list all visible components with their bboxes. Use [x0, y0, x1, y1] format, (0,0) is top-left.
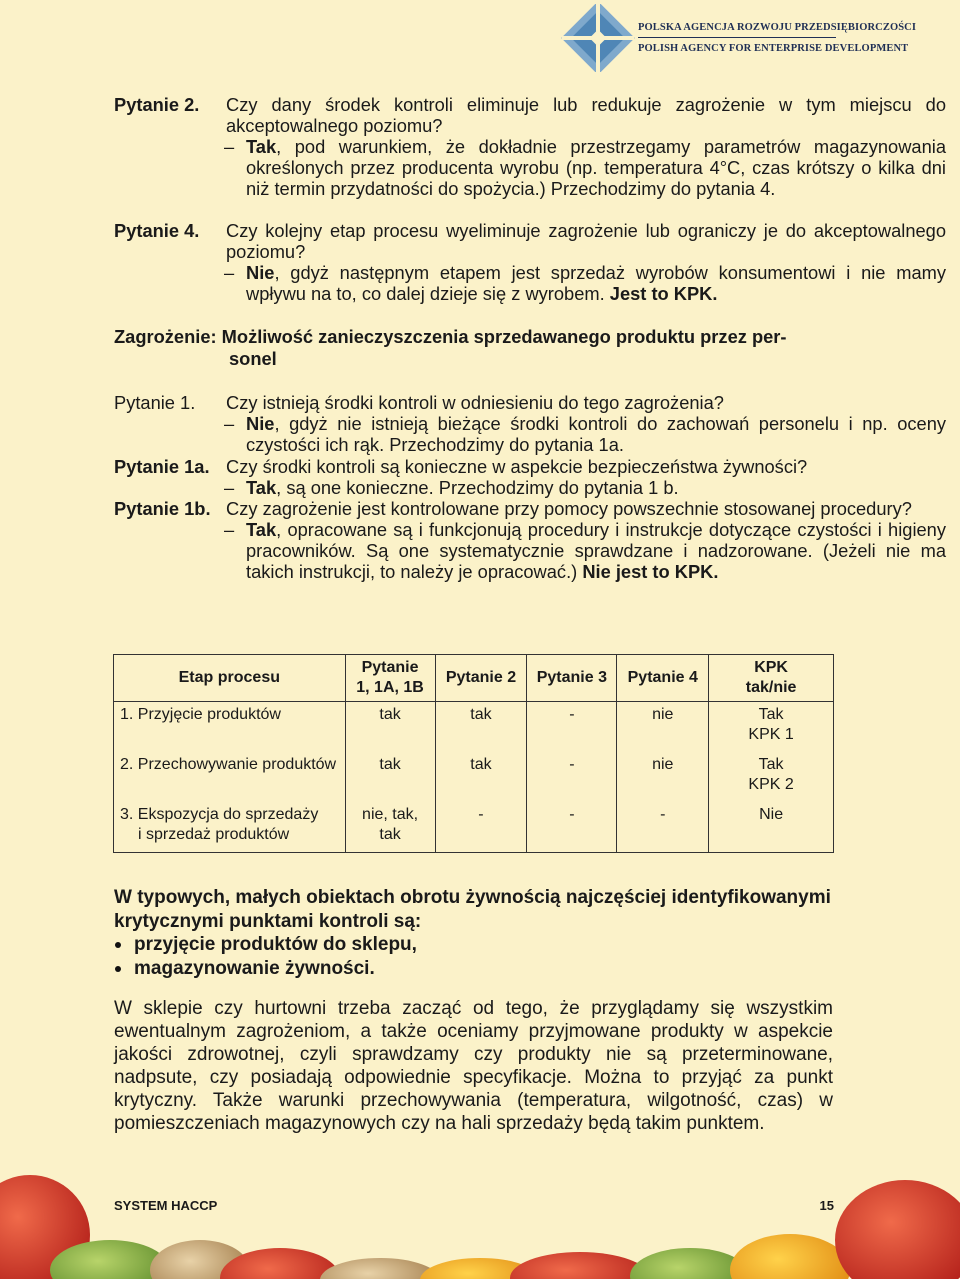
answer	[224, 519, 946, 582]
list-item: magazynowanie żywności.	[114, 957, 834, 981]
header-q1: Pytanie 1, 1A, 1B	[345, 655, 435, 702]
question-label: Pytanie 1a.	[114, 456, 210, 477]
cell-q4: nie	[617, 752, 709, 802]
cell-q3: -	[527, 702, 617, 753]
question-1a	[114, 456, 946, 498]
answer-key: Tak	[246, 477, 277, 498]
header-q2: Pytanie 2	[435, 655, 527, 702]
question-text: Czy kolejny etap procesu wyeliminuje zagrożenie lub ograniczy je do akceptowalnego poziomu?	[226, 220, 946, 262]
answer-text: , są one konieczne. Przechodzimy do pytania 1 b.	[276, 477, 679, 498]
question-label: Pytanie 1.	[114, 392, 196, 413]
cell-q1: tak	[345, 752, 435, 802]
question-text: Czy istnieją środki kontroli w odniesieniu do tego zagrożenia?	[226, 392, 724, 413]
answer-conclusion: Nie jest to KPK.	[582, 561, 719, 582]
answer	[224, 136, 946, 199]
cell-q3: -	[527, 752, 617, 802]
answer-key: Tak	[246, 136, 277, 157]
cell-q2: -	[435, 802, 527, 853]
list-item: przyjęcie produktów do sklepu,	[114, 933, 834, 957]
question-text: Czy dany środek kontroli eliminuje lub redukuje zagrożenie w tym miejscu do akceptowalnego poziomu?	[226, 94, 946, 136]
answer-text: , gdyż nie istnieją bieżące środki kontroli do zachowań personelu i np. oceny czystości ich rąk. Przechodzimy do pytania 1a.	[246, 413, 946, 455]
question-2	[114, 94, 946, 199]
table-row	[114, 802, 834, 853]
agency-name-pl: POLSKA AGENCJA ROZWOJU PRZEDSIĘBIORCZOŚCI	[638, 22, 917, 33]
table-header-row	[114, 655, 834, 702]
hazard-heading	[114, 326, 834, 370]
hazard-line-2: sonel	[229, 348, 277, 369]
dash-icon: –	[224, 413, 235, 434]
question-1b	[114, 498, 946, 582]
dash-icon: –	[224, 136, 235, 157]
header-q4: Pytanie 4	[617, 655, 709, 702]
cell-stage: 2. Przechowywanie produktów	[114, 752, 346, 802]
question-1	[114, 392, 946, 455]
page-footer	[114, 1198, 834, 1213]
haccp-decision-table	[113, 654, 834, 853]
footer-title: SYSTEM HACCP	[114, 1198, 218, 1213]
answer-text: , gdyż następnym etapem jest sprzedaż wyrobów konsumentowi i nie mamy wpływu na to, co dalej dzieje się z wyrobem.	[246, 262, 946, 304]
answer	[224, 262, 946, 304]
header-stage: Etap procesu	[114, 655, 346, 702]
cell-q3: -	[527, 802, 617, 853]
cell-q1: nie, tak, tak	[345, 802, 435, 853]
answer-key: Tak	[246, 519, 277, 540]
body-paragraph: W sklepie czy hurtowni trzeba zacząć od tego, że przyglądamy się wszystkim ewentualnym zagrożeniom, a także oceniamy przyjmowane produkty w aspekcie jakości zdrowotnej, czyli sprawdzamy czy produkty nie są przeterminowane, nadpsute, czy posiadają odpowiednie specyfikacje. Można to przyjąć za punkt krytyczny. Także warunki przechowywania (temperatura, wilgotność, czas) w pomieszczeniach magazynowych czy na hali sprzedaży będą takim punktem.	[114, 998, 833, 1134]
cell-stage: 1. Przyjęcie produktów	[114, 702, 346, 753]
answer-text: , opracowane są i funkcjonują procedury i instrukcje dotyczące czystości i higieny pracowników. Są one systematycznie sprawdzane i nadzorowane. (Jeżeli nie ma takich instrukcji, to należy je opracować.)	[246, 519, 946, 582]
page-number: 15	[819, 1198, 834, 1213]
cell-q4: nie	[617, 702, 709, 753]
answer-conclusion: Jest to KPK.	[609, 283, 718, 304]
bullet-icon	[115, 966, 121, 972]
bullet-icon	[115, 942, 121, 948]
cell-stage: 3. Ekspozycja do sprzedaży i sprzedaż produktów	[114, 802, 346, 853]
cell-kpk: Tak KPK 1	[709, 702, 834, 753]
answer	[224, 477, 946, 498]
summary-intro: W typowych, małych obiektach obrotu żywnością najczęściej identyfikowanymi krytycznymi punktami kontroli są:	[114, 887, 831, 932]
hazard-line-1: Zagrożenie: Możliwość zanieczyszczenia sprzedawanego produktu przez per-	[114, 326, 787, 347]
question-label: Pytanie 4.	[114, 220, 200, 241]
table-row	[114, 702, 834, 753]
cell-q1: tak	[345, 702, 435, 753]
question-text: Czy zagrożenie jest kontrolowane przy pomocy powszechnie stosowanej procedury?	[226, 498, 912, 519]
question-4	[114, 220, 946, 304]
kpk-summary	[114, 886, 834, 980]
cell-q2: tak	[435, 752, 527, 802]
cell-kpk: Nie	[709, 802, 834, 853]
question-label: Pytanie 2.	[114, 94, 200, 115]
question-label: Pytanie 1b.	[114, 498, 211, 519]
cell-q4: -	[617, 802, 709, 853]
answer-key: Nie	[246, 262, 275, 283]
answer-key: Nie	[246, 413, 275, 434]
dash-icon: –	[224, 519, 235, 540]
agency-name	[638, 22, 916, 54]
answer-text: , pod warunkiem, że dokładnie przestrzegamy parametrów magazynowania określonych przez producenta wyrobu (np. temperatura 4°C, czas krótszy o kilka dni niż termin przydatności do spożycia.) Przechodzimy do pytania 4.	[246, 136, 946, 199]
agency-name-en: POLISH AGENCY FOR ENTERPRISE DEVELOPMENT	[638, 43, 909, 54]
header-q3: Pytanie 3	[527, 655, 617, 702]
dash-icon: –	[224, 477, 235, 498]
cell-kpk: Tak KPK 2	[709, 752, 834, 802]
dash-icon: –	[224, 262, 235, 283]
logo-divider	[638, 37, 836, 38]
table-row	[114, 752, 834, 802]
answer	[224, 413, 946, 455]
header-kpk: KPK tak/nie	[709, 655, 834, 702]
question-text: Czy środki kontroli są konieczne w aspekcie bezpieczeństwa żywności?	[226, 456, 808, 477]
summary-list	[114, 933, 834, 980]
cell-q2: tak	[435, 702, 527, 753]
